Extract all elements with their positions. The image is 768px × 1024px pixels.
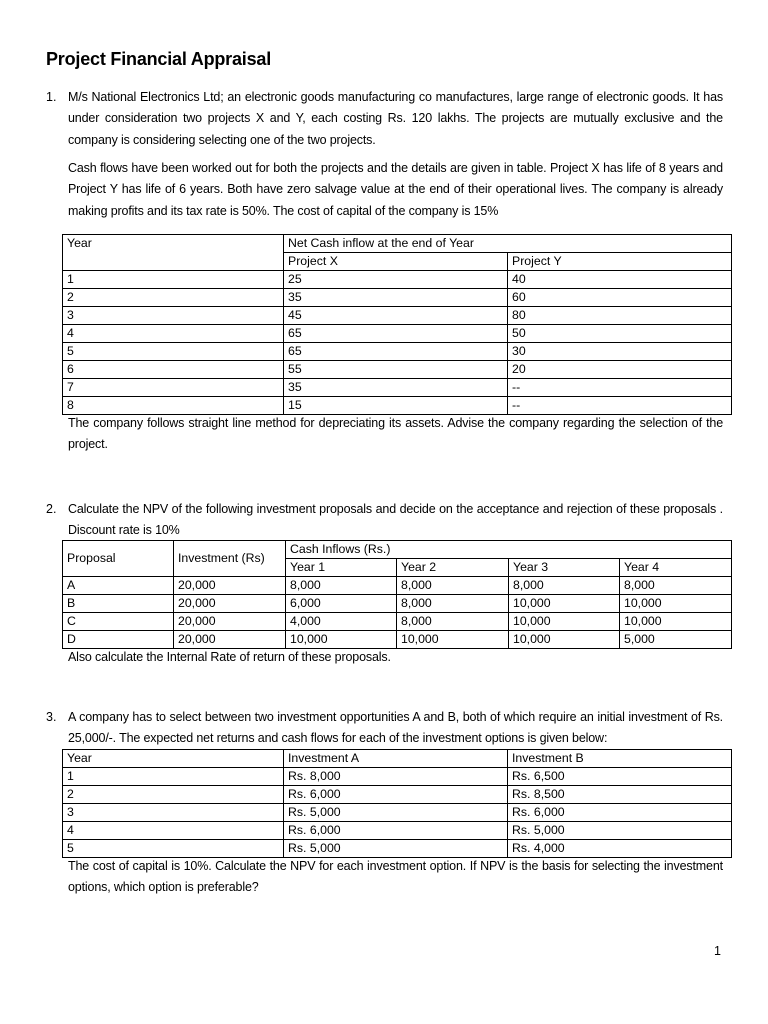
- cell: 8,000: [397, 613, 509, 631]
- header-net-cash-inflow: Net Cash inflow at the end of Year: [284, 235, 732, 253]
- table-row: [63, 631, 732, 649]
- table-row: [63, 577, 732, 595]
- cell: 10,000: [509, 613, 620, 631]
- question-2-intro: Calculate the NPV of the following investment proposals and decide on the acceptance and rejection of these proposals . Discount rate is 10%: [68, 502, 723, 538]
- cell: Rs. 4,000: [508, 840, 732, 858]
- cell: 20,000: [174, 577, 286, 595]
- cell: Rs. 6,000: [284, 822, 508, 840]
- cell: 10,000: [397, 631, 509, 649]
- page-number: 1: [714, 944, 721, 958]
- table-row: [63, 613, 732, 631]
- table-row: [63, 768, 732, 786]
- cell: --: [508, 379, 732, 397]
- question-1-intro: M/s National Electronics Ltd; an electronic goods manufacturing co manufactures, large range of electronic goods. It has under consideration two projects X and Y, each costing Rs. 120 lakhs. The projects are mutually exclusive and the company is considering selecting one of the two projects.: [68, 90, 723, 147]
- project-cashflow-table: [62, 234, 732, 415]
- header-year-3: Year 3: [509, 559, 620, 577]
- cell: 8,000: [620, 577, 732, 595]
- cell: 10,000: [286, 631, 397, 649]
- cell: Rs. 5,000: [508, 822, 732, 840]
- cell: 3: [63, 307, 284, 325]
- table-row: [63, 325, 732, 343]
- header-year-1: Year 1: [286, 559, 397, 577]
- header-investment: Investment (Rs): [174, 541, 286, 577]
- table-row: [63, 343, 732, 361]
- cell: 50: [508, 325, 732, 343]
- cell: Rs. 8,000: [284, 768, 508, 786]
- cell: 15: [284, 397, 508, 415]
- cell: 30: [508, 343, 732, 361]
- table-row: [63, 595, 732, 613]
- question-2-note: Also calculate the Internal Rate of return of these proposals.: [68, 650, 391, 664]
- cell: 10,000: [509, 631, 620, 649]
- cell: 35: [284, 289, 508, 307]
- cell: Rs. 6,500: [508, 768, 732, 786]
- cell: 8,000: [509, 577, 620, 595]
- cell: 1: [63, 768, 284, 786]
- investment-options-table: [62, 749, 732, 858]
- question-3-note: The cost of capital is 10%. Calculate the NPV for each investment option. If NPV is the basis for selecting the investment options, which option is preferable?: [68, 859, 723, 895]
- cell: 55: [284, 361, 508, 379]
- cell: 2: [63, 786, 284, 804]
- header-year: Year: [63, 750, 284, 768]
- header-investment-a: Investment A: [284, 750, 508, 768]
- cell: A: [63, 577, 174, 595]
- cell: 80: [508, 307, 732, 325]
- table-row: [63, 804, 732, 822]
- cell: 8,000: [286, 577, 397, 595]
- cell: 1: [63, 271, 284, 289]
- cell: 5: [63, 343, 284, 361]
- header-investment-b: Investment B: [508, 750, 732, 768]
- cell: 5: [63, 840, 284, 858]
- question-1-note: The company follows straight line method for depreciating its assets. Advise the company regarding the selection of the project.: [68, 416, 723, 452]
- cell: 65: [284, 343, 508, 361]
- cell: 10,000: [620, 613, 732, 631]
- table-row: [63, 379, 732, 397]
- question-3-intro: A company has to select between two investment opportunities A and B, both of which require an initial investment of Rs. 25,000/-. The expected net returns and cash flows for each of the investment options is given below:: [68, 710, 723, 746]
- cell: 8: [63, 397, 284, 415]
- cell: 4: [63, 822, 284, 840]
- cell: 20,000: [174, 595, 286, 613]
- header-project-x: Project X: [284, 253, 508, 271]
- question-3-number: 3.: [46, 710, 57, 724]
- header-year-2: Year 2: [397, 559, 509, 577]
- cell: --: [508, 397, 732, 415]
- cell: 10,000: [620, 595, 732, 613]
- cell: 4,000: [286, 613, 397, 631]
- table-row: [63, 786, 732, 804]
- table-row: [63, 289, 732, 307]
- header-proposal: Proposal: [63, 541, 174, 577]
- question-1-number: 1.: [46, 90, 57, 104]
- cell: 45: [284, 307, 508, 325]
- cell: Rs. 6,000: [284, 786, 508, 804]
- table-row: [63, 822, 732, 840]
- header-cash-inflows: Cash Inflows (Rs.): [286, 541, 732, 559]
- cell: 35: [284, 379, 508, 397]
- question-2-number: 2.: [46, 502, 57, 516]
- header-project-y: Project Y: [508, 253, 732, 271]
- cell: 65: [284, 325, 508, 343]
- cell: 8,000: [397, 595, 509, 613]
- cell: 25: [284, 271, 508, 289]
- cell: C: [63, 613, 174, 631]
- page-title: Project Financial Appraisal: [46, 49, 272, 69]
- cell: D: [63, 631, 174, 649]
- cell: 60: [508, 289, 732, 307]
- table-row: [63, 361, 732, 379]
- table-row: [63, 271, 732, 289]
- header-year: Year: [63, 235, 284, 271]
- cell: 20,000: [174, 613, 286, 631]
- cell: 4: [63, 325, 284, 343]
- cell: 6: [63, 361, 284, 379]
- cell: 6,000: [286, 595, 397, 613]
- cell: 5,000: [620, 631, 732, 649]
- cell: 10,000: [509, 595, 620, 613]
- cell: 8,000: [397, 577, 509, 595]
- cell: 40: [508, 271, 732, 289]
- cell: Rs. 8,500: [508, 786, 732, 804]
- table-row: [63, 840, 732, 858]
- cell: 7: [63, 379, 284, 397]
- cell: 3: [63, 804, 284, 822]
- investment-proposals-table: [62, 540, 732, 649]
- table-row: [63, 307, 732, 325]
- cell: 20: [508, 361, 732, 379]
- header-year-4: Year 4: [620, 559, 732, 577]
- cell: 20,000: [174, 631, 286, 649]
- table-row: [63, 397, 732, 415]
- cell: 2: [63, 289, 284, 307]
- cell: B: [63, 595, 174, 613]
- cell: Rs. 5,000: [284, 840, 508, 858]
- question-1-details: Cash flows have been worked out for both the projects and the details are given in table. Project X has life of 8 years and Project Y has life of 6 years. Both have zero salvage value at the end of their operational lives. The company is already making profits and its tax rate is 50%. The cost of capital of the company is 15%: [68, 161, 723, 218]
- cell: Rs. 5,000: [284, 804, 508, 822]
- cell: Rs. 6,000: [508, 804, 732, 822]
